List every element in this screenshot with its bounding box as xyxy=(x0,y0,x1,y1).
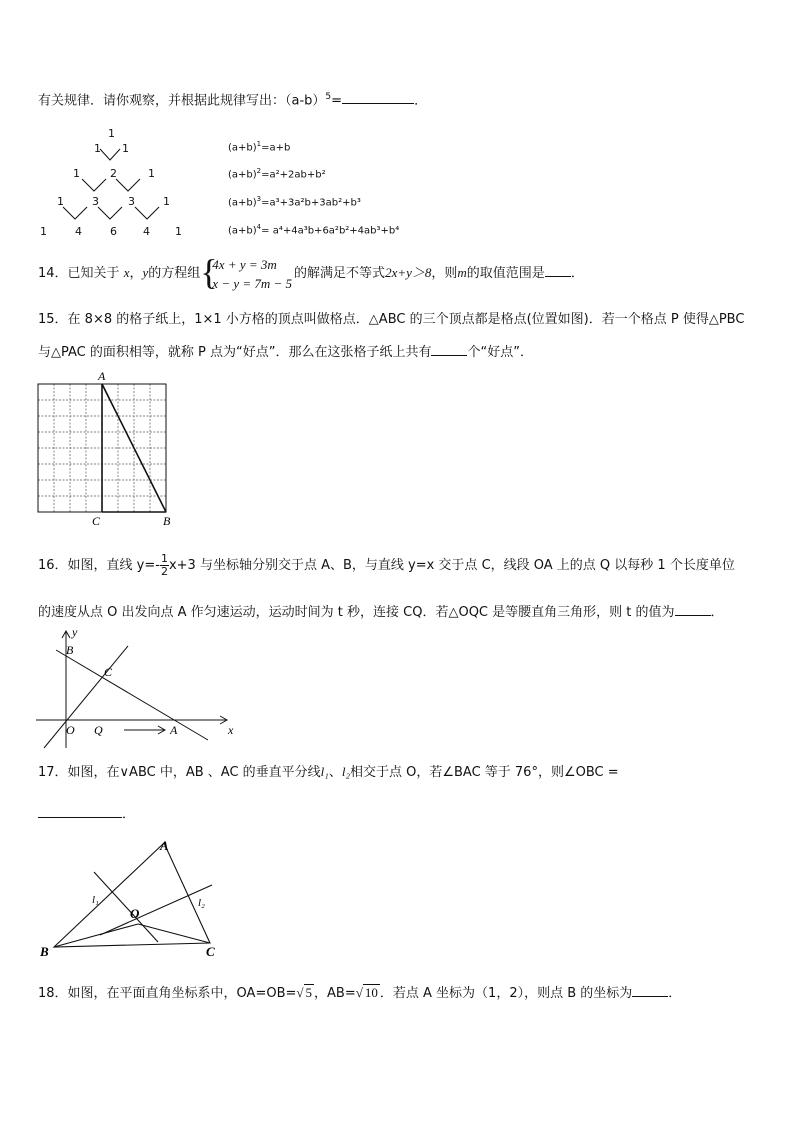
q14-comma: ， xyxy=(129,266,143,281)
line-l1: l₁ xyxy=(320,764,329,779)
pascal-number: 1 xyxy=(163,195,170,208)
q18-text: 18．如图，在平面直角坐标系中，OA=OB= xyxy=(38,986,297,1001)
var-y: y xyxy=(142,265,149,280)
label-b: B xyxy=(40,944,49,959)
q16-text: ． xyxy=(710,605,724,620)
q13-text: 有关规律．请你观察，并根据此规律写出：（a-b） xyxy=(38,93,326,109)
label-x: x xyxy=(228,723,234,737)
sqrt-five: √ 5 xyxy=(296,985,313,1000)
label-y: y xyxy=(72,625,78,639)
q18-text: ．若点 A 坐标为（1，2），则点 B 的坐标为 xyxy=(379,986,633,1001)
formula-lhs: (a+b) xyxy=(228,169,257,181)
formula-exponent: 4 xyxy=(256,223,262,231)
formula-exponent: 1 xyxy=(256,140,262,148)
pascal-number: 1 xyxy=(57,195,64,208)
label-l2: l₂ xyxy=(198,897,205,909)
q17-end: ． xyxy=(122,807,136,822)
q16-text: 16．如图，直线 y=- xyxy=(38,558,160,573)
var-x: x xyxy=(123,265,130,280)
label-a: A xyxy=(160,838,169,853)
pascal-number: 3 xyxy=(128,195,135,208)
q14-text: 的取值范围是 xyxy=(466,266,545,281)
q18-text: ，AB= xyxy=(314,986,356,1001)
label-b: B xyxy=(163,514,171,528)
label-l1: l₁ xyxy=(92,894,99,906)
formula-exponent: 2 xyxy=(256,167,262,175)
label-a: A xyxy=(98,369,106,383)
q13-end: ． xyxy=(414,93,428,109)
pascal-number: 4 xyxy=(143,225,150,238)
q13-equals: = xyxy=(331,93,343,109)
pascal-number: 1 xyxy=(175,225,182,238)
pascal-number: 1 xyxy=(122,142,129,155)
pascal-number: 3 xyxy=(92,195,99,208)
var-m: m xyxy=(457,265,467,280)
label-b: B xyxy=(66,643,74,657)
q17-text: 17．如图，在∨ABC 中，AB 、AC 的垂直平分线 xyxy=(38,765,321,780)
segment-oc xyxy=(138,924,210,943)
formula-lhs: (a+b) xyxy=(228,142,257,154)
triangle-abc xyxy=(54,843,210,947)
q18-end: ． xyxy=(668,986,682,1001)
formula-rhs: =a+b xyxy=(261,142,291,154)
equation-2: x − y = 7m − 5 xyxy=(212,275,293,291)
q15-line-1: 15．在 8×8 的格子纸上，1×1 小方格的顶点叫做格点．△ABC 的三个顶点都是格点(位置如图)．若一个格点 P 使得△PBC xyxy=(38,312,745,327)
fraction-numerator: 1 xyxy=(160,552,168,565)
pascal-number: 6 xyxy=(110,225,117,238)
pascal-number: 4 xyxy=(75,225,82,238)
pascal-number: 1 xyxy=(108,127,115,140)
q14-text: 的方程组 xyxy=(148,266,201,281)
q14-number: 14． xyxy=(38,266,68,281)
sqrt-radicand: 5 xyxy=(305,985,313,1000)
label-c: C xyxy=(104,665,113,679)
label-o: O xyxy=(66,723,75,737)
q15-text: 与△PAC 的面积相等，就称 P 点为“好点”．那么在这张格子纸上共有 xyxy=(38,345,432,360)
sqrt-ten: √ 10 xyxy=(355,985,378,1000)
label-c: C xyxy=(206,944,215,959)
q14-end: ． xyxy=(570,266,584,281)
q15-text: 个“好点”． xyxy=(467,345,533,360)
perpendicular-bisector-l1 xyxy=(94,872,158,942)
q14-text: 的解满足不等式 xyxy=(294,266,386,281)
formula-lhs: (a+b) xyxy=(228,197,257,209)
label-a: A xyxy=(170,723,178,737)
q14-text: ，则 xyxy=(431,266,458,281)
q13-exponent: 5 xyxy=(325,92,332,102)
label-o: O xyxy=(130,906,140,921)
formula-exponent: 3 xyxy=(256,195,262,203)
pascal-number: 1 xyxy=(40,225,47,238)
q17-text: 相交于点 O，若∠BAC 等于 76°，则∠OBC = xyxy=(349,765,619,780)
sqrt-radicand: 10 xyxy=(364,985,378,1000)
pascal-number: 1 xyxy=(73,167,80,180)
q18-answer-blank[interactable] xyxy=(632,982,668,997)
fraction-denominator: 2 xyxy=(160,565,168,578)
q16-text: 的速度从点 O 出发向点 A 作匀速运动，运动时间为 t 秒，连接 CQ．若△OQC 是等腰直角三角形，则 t 的值为 xyxy=(38,605,675,620)
formula-rhs: =a²+2ab+b² xyxy=(261,169,326,181)
formula-rhs: =a³+3a²b+3ab²+b³ xyxy=(261,197,361,209)
pascal-number: 1 xyxy=(94,142,101,155)
line-l2: l₂ xyxy=(341,764,350,779)
pascal-number: 2 xyxy=(110,167,117,180)
left-brace-icon: { xyxy=(200,251,218,292)
formula-lhs: (a+b) xyxy=(228,225,257,237)
q17-separator: 、 xyxy=(328,765,342,780)
label-q: Q xyxy=(94,723,103,737)
label-c: C xyxy=(92,514,101,528)
q14-text: 已知关于 xyxy=(67,266,120,281)
pascal-number: 1 xyxy=(148,167,155,180)
equation-1: 4x + y = 3m xyxy=(212,256,277,272)
q18-question-line xyxy=(38,982,681,1004)
q16-text: x+3 与坐标轴分别交于点 A、B，与直线 y=x 交于点 C，线段 OA 上的点 Q 以每秒 1 个长度单位 xyxy=(168,558,735,573)
formula-rhs: = a⁴+4a³b+6a²b²+4ab³+b⁴ xyxy=(261,225,400,237)
inequality: 2x+y＞8 xyxy=(385,265,432,280)
